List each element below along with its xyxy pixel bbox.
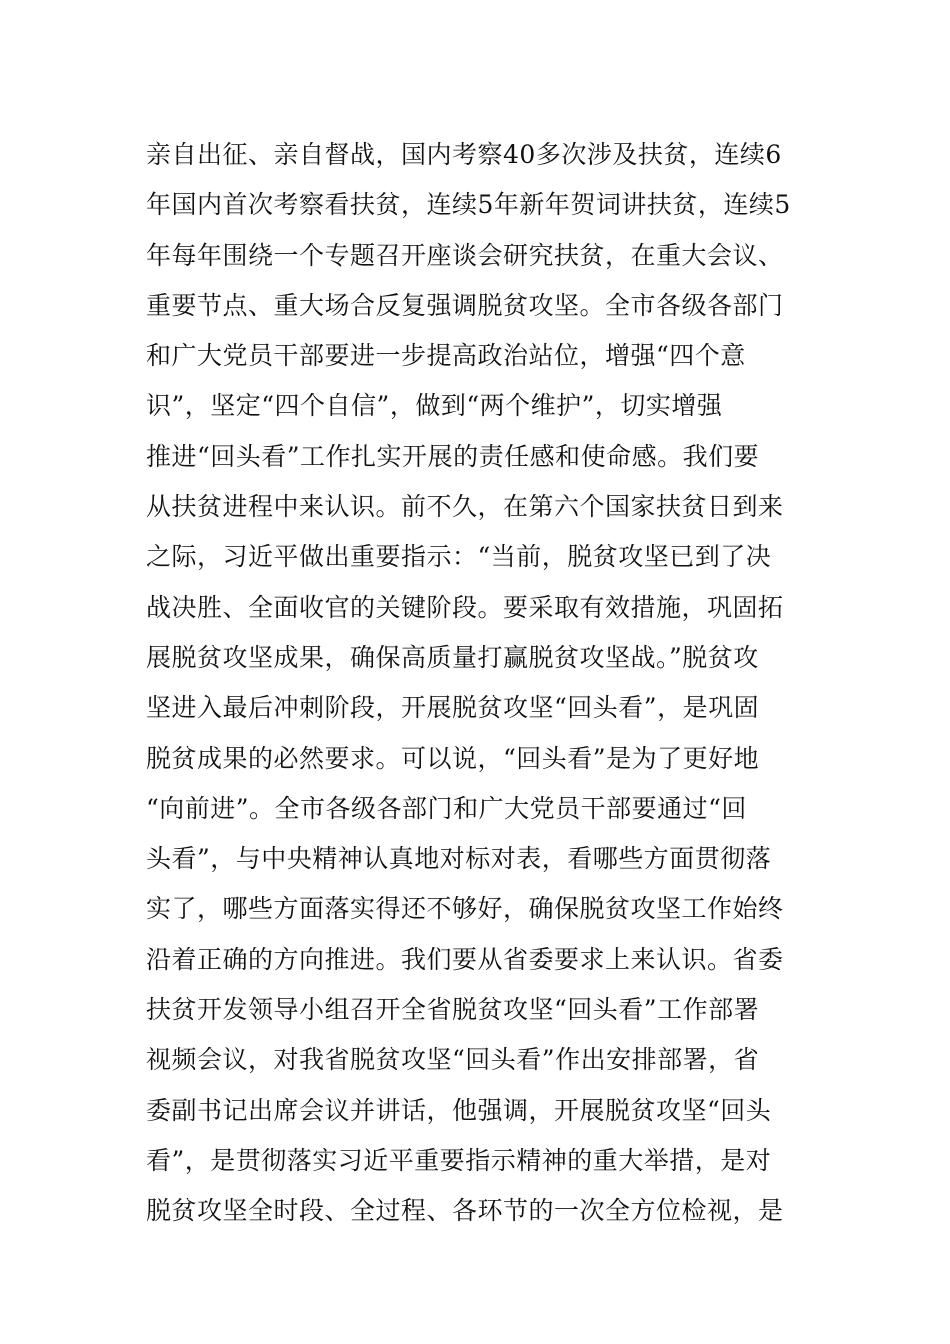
text-line: 从扶贫进程中来认识。前不久，在第六个国家扶贫日到来 (146, 492, 784, 522)
text-line: 头看”，与中央精神认真地对标对表，看哪些方面贯彻落 (146, 844, 772, 874)
text-line: 年每年围绕一个专题召开座谈会研究扶贫，在重大会议、 (146, 240, 784, 270)
text-line: 扶贫开发领导小组召开全省脱贫攻坚“回头看”工作部署 (146, 995, 760, 1025)
text-line: 实了，哪些方面落实得还不够好，确保脱贫攻坚工作始终 (146, 894, 784, 924)
text-line: 沿着正确的方向推进。我们要从省委要求上来认识。省委 (146, 944, 784, 974)
text-line: 坚进入最后冲刺阶段，开展脱贫攻坚“回头看”，是巩固 (146, 693, 760, 723)
text-line: 脱贫攻坚全时段、全过程、各环节的一次全方位检视，是 (146, 1196, 784, 1226)
body-text (146, 130, 806, 1237)
text-line: 脱贫成果的必然要求。可以说，“回头看”是为了更好地 (146, 743, 760, 773)
text-line: 识”，坚定“四个自信”，做到“两个维护”，切实增强 (146, 391, 723, 421)
text-line: 视频会议，对我省脱贫攻坚“回头看”作出安排部署，省 (146, 1045, 760, 1075)
text-line: 年国内首次考察看扶贫，连续5年新年贺词讲扶贫，连续5 (146, 190, 791, 220)
text-line: 重要节点、重大场合反复强调脱贫攻坚。全市各级各部门 (146, 290, 784, 320)
text-line: 和广大党员干部要进一步提高政治站位，增强“四个意 (146, 341, 746, 371)
text-line: 亲自出征、亲自督战，国内考察40多次涉及扶贫，连续6 (146, 140, 782, 169)
text-line: 之际，习近平做出重要指示：“当前，脱贫攻坚已到了决 (146, 542, 772, 572)
text-line: 看”，是贯彻落实习近平重要指示精神的重大举措，是对 (146, 1145, 772, 1175)
text-line: 展脱贫攻坚成果，确保高质量打赢脱贫攻坚战。”脱贫攻 (146, 642, 759, 672)
text-line: 战决胜、全面收官的关键阶段。要采取有效措施，巩固拓 (146, 592, 784, 622)
text-line: 推进“回头看”工作扎实开展的责任感和使命感。我们要 (146, 441, 760, 471)
text-line: “向前进”。全市各级各部门和广大党员干部要通过“回 (146, 793, 747, 823)
text-line: 委副书记出席会议并讲话，他强调，开展脱贫攻坚“回头 (146, 1095, 772, 1125)
